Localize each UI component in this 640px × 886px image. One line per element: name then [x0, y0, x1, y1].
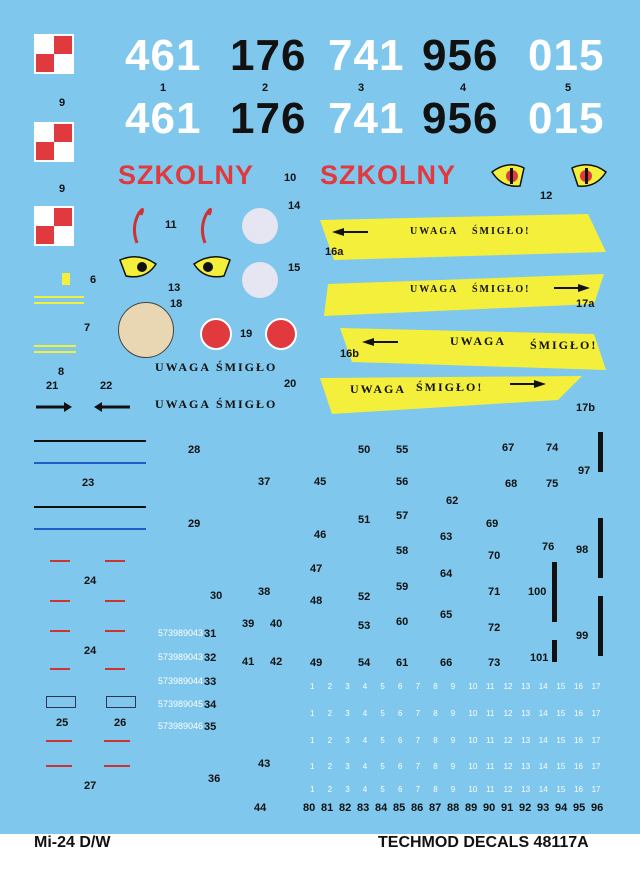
small-digit-decal: 16 [574, 709, 583, 718]
label-17b: 17b [576, 402, 595, 414]
small-digit-decal: 1 [310, 736, 315, 745]
label-89: 89 [465, 802, 478, 814]
uwaga-text: UWAGA [410, 284, 459, 295]
serial-decal: 573989046 [158, 721, 204, 731]
label-23: 23 [82, 477, 95, 489]
label-24: 24 [84, 645, 97, 657]
uwaga-text: UWAGA [450, 334, 507, 348]
label-82: 82 [339, 802, 352, 814]
small-digit-decal: 7 [415, 736, 421, 745]
szkolny-decal: SZKOLNY [118, 160, 255, 190]
small-digit-decal: 8 [433, 682, 438, 691]
label-35: 35 [204, 721, 217, 733]
small-digit-decal: 4 [362, 736, 368, 745]
small-digit-decal: 16 [574, 785, 583, 794]
bar-decal-97 [598, 432, 603, 472]
small-digit-decal: 5 [380, 682, 385, 691]
small-digit-decal: 15 [556, 736, 566, 745]
small-digit-decal: 9 [450, 762, 456, 771]
model-name: Mi-24 D/W [34, 834, 111, 851]
small-digit-decal: 5 [380, 736, 385, 745]
label-7: 7 [84, 322, 91, 334]
small-digit-decal: 10 [468, 785, 478, 794]
small-digit-decal: 10 [468, 762, 478, 771]
small-digit-decal: 9 [450, 682, 456, 691]
label-84: 84 [375, 802, 388, 814]
label-20: 20 [284, 378, 297, 390]
tail-number-956: 956 [422, 31, 499, 80]
stripe-decal-23a [34, 440, 146, 442]
label-29: 29 [188, 518, 201, 530]
small-digit-decal: 2 [327, 785, 333, 794]
small-digit-decal: 16 [574, 736, 583, 745]
decal-26 [106, 696, 136, 708]
small-digit-decal: 8 [433, 785, 438, 794]
label-97: 97 [578, 465, 591, 477]
label-37: 37 [258, 476, 271, 488]
small-digit-decal: 4 [362, 785, 368, 794]
label-80: 80 [303, 802, 316, 814]
small-digit-decal: 13 [521, 785, 531, 794]
warning-band-16a [318, 212, 608, 262]
small-digit-decal: 11 [486, 709, 495, 718]
small-digit-decal: 15 [556, 682, 566, 691]
label-46: 46 [314, 529, 327, 541]
uwaga-text: UWAGA [410, 226, 459, 237]
tail-number-741: 741 [328, 31, 405, 80]
label-5: 5 [565, 82, 572, 94]
label-16b: 16b [340, 348, 359, 360]
small-digit-decal: 17 [591, 785, 601, 794]
tail-number-015: 015 [528, 31, 605, 80]
small-digit-decal: 1 [310, 709, 315, 718]
label-49: 49 [310, 657, 323, 669]
label-28: 28 [188, 444, 201, 456]
small-digit-decal: 5 [380, 762, 385, 771]
label-94: 94 [555, 802, 568, 814]
label-66: 66 [440, 657, 453, 669]
label-24: 24 [84, 575, 97, 587]
label-41: 41 [242, 656, 255, 668]
small-digit-decal: 5 [380, 785, 385, 794]
serial-decal: 573989045 [158, 699, 204, 709]
label-90: 90 [483, 802, 496, 814]
small-digit-decal: 15 [556, 785, 566, 794]
bar-decal-101 [552, 640, 557, 662]
small-digit-decal: 8 [433, 709, 438, 718]
small-digit-decal: 4 [362, 682, 368, 691]
label-36: 36 [208, 773, 221, 785]
label-96: 96 [591, 802, 604, 814]
serial-decal: 573989043 [158, 628, 204, 638]
smiglo-text: ŚMIGŁO [216, 397, 278, 411]
small-digit-decal: 2 [327, 736, 333, 745]
label-9: 9 [59, 183, 66, 195]
small-digit-decal: 15 [556, 709, 566, 718]
small-digit-decal: 7 [415, 682, 421, 691]
szkolny-decal: SZKOLNY [320, 160, 457, 190]
small-digit-decal: 12 [503, 762, 513, 771]
label-47: 47 [310, 563, 323, 575]
label-30: 30 [210, 590, 223, 602]
small-digit-decal: 7 [415, 762, 421, 771]
small-digit-decal: 12 [503, 785, 513, 794]
label-81: 81 [321, 802, 334, 814]
warning-band-17a [322, 270, 607, 320]
label-59: 59 [396, 581, 409, 593]
small-digit-decal: 4 [362, 762, 368, 771]
label-60: 60 [396, 616, 409, 628]
small-decal-6 [62, 273, 70, 285]
badge-decal-19a [200, 318, 232, 350]
smiglo-band-text: ŚMIGŁO! [472, 226, 531, 237]
label-75: 75 [546, 478, 559, 490]
small-digit-decal: 11 [486, 785, 495, 794]
small-digit-decal: 17 [591, 762, 601, 771]
label-65: 65 [440, 609, 453, 621]
small-digit-decal: 12 [503, 709, 513, 718]
uwaga-text: UWAGA [155, 360, 212, 374]
small-digit-decal: 13 [521, 682, 531, 691]
label-48: 48 [310, 595, 323, 607]
small-digit-decal: 8 [433, 736, 438, 745]
small-digit-decal: 6 [398, 785, 403, 794]
smiglo-band-text: ŚMIGŁO! [530, 338, 598, 352]
emblem-decal-18 [118, 302, 174, 358]
uwaga-text: UWAGA [155, 397, 212, 411]
small-digit-decal: 14 [538, 736, 548, 745]
small-digit-decal: 6 [398, 682, 403, 691]
small-digit-decal: 10 [468, 682, 478, 691]
small-digit-decal: 14 [538, 762, 548, 771]
small-digit-decal: 12 [503, 736, 513, 745]
label-83: 83 [357, 802, 370, 814]
badge-decal-15 [242, 262, 278, 298]
small-digit-decal: 4 [362, 709, 368, 718]
label-43: 43 [258, 758, 271, 770]
bar-decal-99 [598, 596, 603, 656]
label-54: 54 [358, 657, 371, 669]
uwaga-text: UWAGA [350, 382, 407, 396]
label-72: 72 [488, 622, 501, 634]
label-100: 100 [528, 586, 547, 598]
label-76: 76 [542, 541, 555, 553]
small-digit-decal: 7 [415, 785, 421, 794]
label-87: 87 [429, 802, 442, 814]
small-digit-decal: 1 [310, 785, 315, 794]
label-39: 39 [242, 618, 255, 630]
small-digit-decal: 11 [486, 736, 495, 745]
badge-decal-19b [265, 318, 297, 350]
small-digit-decal: 9 [450, 785, 456, 794]
label-16a: 16a [325, 246, 344, 258]
small-digit-decal: 8 [433, 762, 438, 771]
small-digit-decal: 12 [503, 682, 513, 691]
small-digit-decal: 10 [468, 736, 478, 745]
eyes-decal-13 [118, 254, 233, 284]
polish-checkerboard-9b [34, 122, 74, 162]
small-digit-decal: 17 [591, 709, 601, 718]
tail-number-461: 461 [125, 94, 202, 143]
label-67: 67 [502, 442, 515, 454]
tail-number-015: 015 [528, 94, 605, 143]
polish-checkerboard-9a [34, 34, 74, 74]
small-digit-decal: 3 [345, 762, 350, 771]
arrow-decals-21-22 [34, 400, 134, 414]
label-8: 8 [58, 366, 65, 378]
label-38: 38 [258, 586, 271, 598]
label-19: 19 [240, 328, 253, 340]
label-86: 86 [411, 802, 424, 814]
decal-25 [46, 696, 76, 708]
label-26: 26 [114, 717, 127, 729]
small-digit-decal: 6 [398, 736, 403, 745]
label-4: 4 [460, 82, 467, 94]
small-digit-decal: 2 [327, 709, 333, 718]
stripe-decal-23c [34, 506, 146, 508]
label-74: 74 [546, 442, 559, 454]
smiglo-text: ŚMIGŁO [216, 360, 278, 374]
label-45: 45 [314, 476, 327, 488]
label-33: 33 [204, 676, 217, 688]
label-11: 11 [165, 219, 177, 231]
label-31: 31 [204, 628, 217, 640]
label-13: 13 [168, 282, 181, 294]
stripe-decal-23d [34, 528, 146, 530]
label-22: 22 [100, 380, 113, 392]
label-68: 68 [505, 478, 518, 490]
label-85: 85 [393, 802, 406, 814]
label-101: 101 [530, 652, 549, 664]
label-40: 40 [270, 618, 283, 630]
small-digit-decal: 7 [415, 709, 421, 718]
label-57: 57 [396, 510, 409, 522]
small-digit-decal: 6 [398, 762, 403, 771]
label-50: 50 [358, 444, 371, 456]
tail-number-956: 956 [422, 94, 499, 143]
tail-number-176: 176 [230, 31, 307, 80]
serial-decal: 573989044 [158, 676, 204, 686]
stripe-decal-23b [34, 462, 146, 464]
label-53: 53 [358, 620, 371, 632]
label-32: 32 [204, 652, 217, 664]
label-98: 98 [576, 544, 589, 556]
product-code: TECHMOD DECALS 48117A [378, 834, 589, 851]
small-digit-decal: 3 [345, 785, 350, 794]
tail-number-741: 741 [328, 94, 405, 143]
label-14: 14 [288, 200, 301, 212]
label-73: 73 [488, 657, 501, 669]
label-88: 88 [447, 802, 460, 814]
label-21: 21 [46, 380, 59, 392]
label-71: 71 [488, 586, 501, 598]
small-digit-decal: 13 [521, 736, 531, 745]
label-61: 61 [396, 657, 409, 669]
small-digit-decal: 3 [345, 709, 350, 718]
label-91: 91 [501, 802, 514, 814]
label-12: 12 [540, 190, 553, 202]
label-64: 64 [440, 568, 453, 580]
small-digit-decal: 16 [574, 762, 583, 771]
label-58: 58 [396, 545, 409, 557]
label-1: 1 [160, 82, 167, 94]
small-digit-decal: 14 [538, 682, 548, 691]
small-digit-decal: 13 [521, 762, 531, 771]
serial-decal: 573989043 [158, 652, 204, 662]
label-6: 6 [90, 274, 97, 286]
small-digit-decal: 15 [556, 762, 566, 771]
label-2: 2 [262, 82, 269, 94]
tail-number-176: 176 [230, 94, 307, 143]
label-95: 95 [573, 802, 586, 814]
label-92: 92 [519, 802, 532, 814]
small-digit-decal: 1 [310, 762, 315, 771]
label-56: 56 [396, 476, 409, 488]
small-digit-decal: 11 [486, 762, 495, 771]
small-digit-decal: 17 [591, 682, 601, 691]
label-9: 9 [59, 97, 66, 109]
label-10: 10 [284, 172, 297, 184]
small-digit-decal: 1 [310, 682, 315, 691]
label-42: 42 [270, 656, 283, 668]
label-17a: 17a [576, 298, 595, 310]
small-digit-decal: 10 [468, 709, 478, 718]
label-52: 52 [358, 591, 371, 603]
footer [0, 834, 640, 886]
label-55: 55 [396, 444, 409, 456]
small-digit-decal: 2 [327, 762, 333, 771]
label-63: 63 [440, 531, 453, 543]
smiglo-band-text: ŚMIGŁO! [416, 380, 484, 394]
label-18: 18 [170, 298, 183, 310]
label-62: 62 [446, 495, 459, 507]
small-digit-decal: 16 [574, 682, 583, 691]
small-digit-decal: 14 [538, 709, 548, 718]
bar-decal-100 [552, 562, 557, 622]
small-digit-decal: 14 [538, 785, 548, 794]
small-digit-decal: 9 [450, 736, 456, 745]
small-digit-decal: 9 [450, 709, 456, 718]
small-digit-decal: 3 [345, 736, 350, 745]
small-digit-decal: 17 [591, 736, 601, 745]
label-51: 51 [358, 514, 371, 526]
small-digit-decal: 2 [327, 682, 333, 691]
label-15: 15 [288, 262, 301, 274]
small-digit-decal: 6 [398, 709, 403, 718]
label-93: 93 [537, 802, 550, 814]
small-digit-decal: 5 [380, 709, 385, 718]
label-25: 25 [56, 717, 69, 729]
badge-decal-14 [242, 208, 278, 244]
label-99: 99 [576, 630, 589, 642]
smiglo-band-text: ŚMIGŁO! [472, 284, 531, 295]
label-27: 27 [84, 780, 97, 792]
small-digit-decal: 3 [345, 682, 350, 691]
label-69: 69 [486, 518, 499, 530]
label-34: 34 [204, 699, 217, 711]
label-3: 3 [358, 82, 365, 94]
polish-checkerboard-9c [34, 206, 74, 246]
bar-decal-98 [598, 518, 603, 578]
tail-number-461: 461 [125, 31, 202, 80]
label-70: 70 [488, 550, 501, 562]
small-digit-decal: 11 [486, 682, 495, 691]
label-44: 44 [254, 802, 267, 814]
small-digit-decal: 13 [521, 709, 531, 718]
